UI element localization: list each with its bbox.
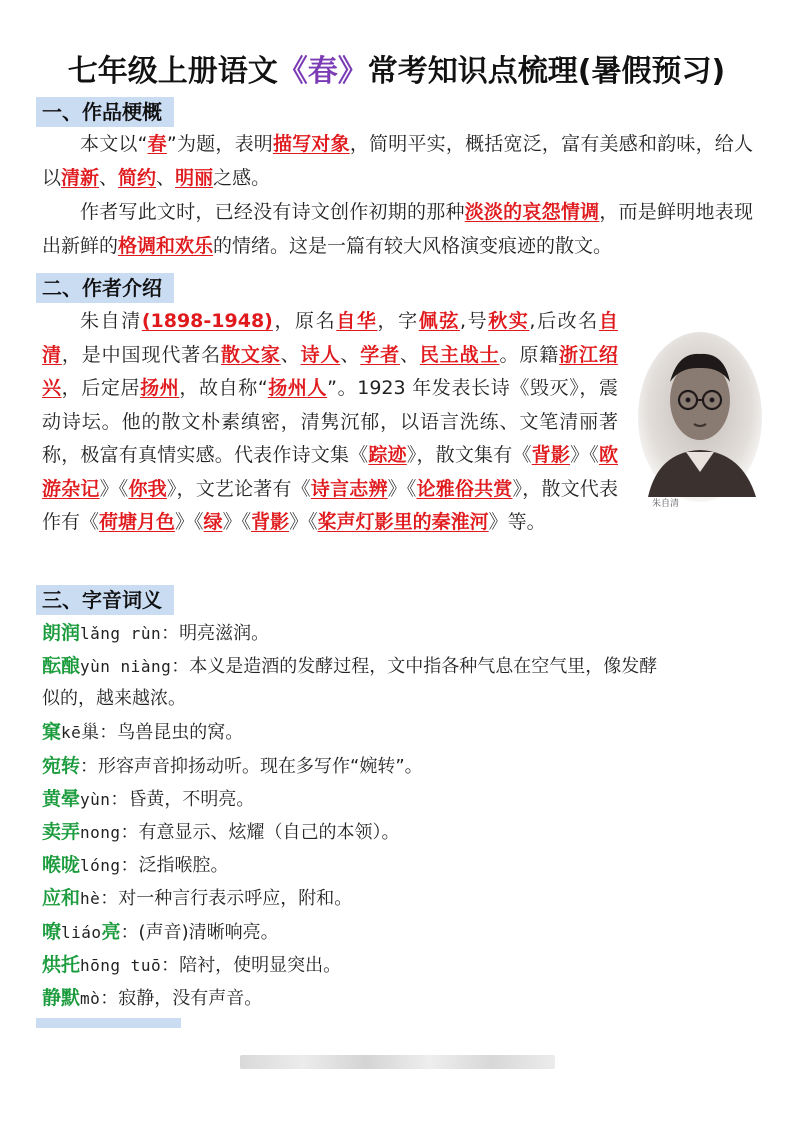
portrait-caption: 朱自清 (652, 499, 680, 509)
title-pre: 七年级上册语文 (67, 54, 278, 89)
vocab-item: 酝酿yùn niàng：本义是造酒的发酵过程，文中指各种气息在空气里，像发酵 (42, 655, 658, 677)
vocab-item-continued: 似的，越来越浓。 (42, 688, 186, 709)
title-highlight: 《春》 (277, 54, 368, 89)
vocab-item: 应和hè：对一种言行表示呼应，附和。 (42, 887, 353, 909)
title-post: 常考知识点梳理(暑假预习) (367, 54, 726, 89)
vocab-item: 窠kē巢：鸟兽昆虫的窝。 (42, 721, 244, 743)
vocab-item: 嘹liáo亮：(声音)清晰响亮。 (42, 921, 279, 943)
vocab-item: 喉咙lóng：泛指喉腔。 (42, 854, 229, 876)
summary-paragraph-1: 本文以“春”为题，表明描写对象，简明平实，概括宽泛，富有美感和韵味，给人以清新、简约、明丽之感。 (42, 133, 753, 189)
vocab-item: 静默mò：寂静，没有声音。 (42, 987, 263, 1009)
section-header-author: 二、作者介绍 (36, 273, 174, 303)
next-section-header-cut (36, 1018, 181, 1028)
author-portrait-image (638, 322, 768, 512)
author-paragraph: 朱自清(1898-1948)，原名自华，字佩弦,号秋实,后改名自清，是中国现代著名散文家、诗人、学者、民主战士。原籍浙江绍兴，后定居扬州，故自称“扬州人”。1923 年发表长诗《毁灭》，震动诗坛。他的散文朴素缜密，清隽沉郁，以语言洗练、文笔清丽著称，极富有真情实感。代表作诗文集《踪迹》，散文集有《背影》《欧游杂记》《你我》，文艺论著有《诗言志辨》《论雅俗共赏》，散文代表作有《荷塘月色》《绿》《背影》《桨声灯影里的秦淮河》等。 (42, 310, 618, 533)
vocab-item: 卖弄nong：有意显示、炫耀（自己的本领）。 (42, 821, 400, 843)
vocab-item: 宛转：形容声音抑扬动听。现在多写作“婉转”。 (42, 755, 423, 777)
page-title (0, 46, 793, 90)
vocab-item: 黄晕yùn：昏黄，不明亮。 (42, 788, 255, 810)
summary-paragraph-2: 作者写此文时，已经没有诗文创作初期的那种淡淡的哀怨情调，而是鲜明地表现出新鲜的格调和欢乐的情绪。这是一篇有较大风格演变痕迹的散文。 (42, 201, 753, 257)
section-header-summary: 一、作品梗概 (36, 97, 174, 127)
vocab-item: 烘托hōng tuō：陪衬，使明显突出。 (42, 954, 342, 976)
vocab-item: 朗润lǎng rùn：明亮滋润。 (42, 622, 270, 644)
section-header-vocabulary: 三、字音词义 (36, 585, 174, 615)
blurred-watermark (240, 1055, 555, 1069)
